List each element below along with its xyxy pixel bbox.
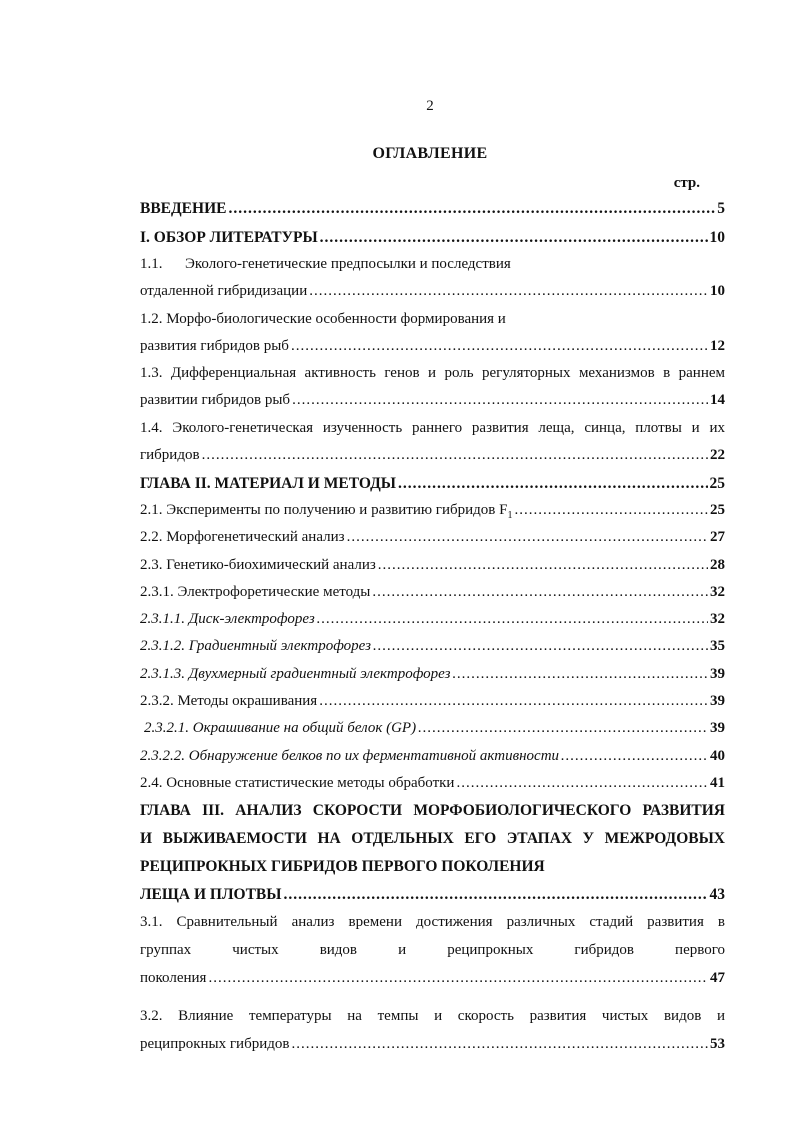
toc-entry-2-3-1-2[interactable]: [140, 638, 725, 655]
toc-entry-page: 32: [710, 584, 725, 600]
toc-entry-chapter-3-line3: РЕЦИПРОКНЫХ ГИБРИДОВ ПЕРВОГО ПОКОЛЕНИЯ: [140, 858, 545, 875]
toc-entry-1-1[interactable]: [140, 283, 725, 300]
toc-entry-title: реципрокных гибридов: [140, 1036, 290, 1052]
subscript: 1: [507, 510, 513, 521]
toc-entry-title: ГЛАВА II. МАТЕРИАЛ И МЕТОДЫ: [140, 475, 396, 492]
toc-entry-page: 12: [710, 338, 725, 354]
toc-entry-1-4[interactable]: [140, 447, 725, 464]
toc-entry-title: 2.3.1.1. Диск-электрофорез: [140, 611, 315, 627]
toc-entry-2-1[interactable]: [140, 502, 725, 524]
dot-leader: [418, 720, 708, 737]
dot-leader: [292, 392, 708, 409]
dot-leader: [228, 200, 715, 217]
toc-entry-page: 39: [710, 693, 725, 709]
page-column-label: стр.: [673, 175, 700, 191]
toc-entry-2-3-1[interactable]: [140, 584, 725, 601]
toc-entry-title: ЛЕЩА И ПЛОТВЫ: [140, 886, 282, 903]
toc-entry-2-3[interactable]: [140, 557, 725, 574]
toc-entry-1-2[interactable]: [140, 338, 725, 355]
dot-leader: [202, 447, 708, 464]
toc-entry-title: отдаленной гибридизации: [140, 283, 308, 299]
dot-leader: [309, 283, 708, 300]
toc-entry-page: 39: [710, 666, 725, 682]
toc-entry-2-4[interactable]: [140, 775, 725, 792]
toc-entry-title-text: 2.1. Эксперименты по получению и развитию гибридов F: [140, 502, 508, 518]
toc-entry-page: 39: [710, 720, 725, 736]
toc-entry-title: 2.3.2. Методы окрашивания: [140, 693, 318, 709]
toc-entry-page: 27: [710, 529, 725, 545]
toc-entry-title: 2.3.1.2. Градиентный электрофорез: [140, 638, 371, 654]
document-title: ОГЛАВЛЕНИЕ: [372, 145, 488, 162]
dot-leader: [317, 611, 708, 628]
dot-leader: [320, 229, 708, 246]
toc-entry-1-1-line1: 1.1. Эколого-генетические предпосылки и последствия: [140, 256, 511, 272]
toc-entry-chapter-2[interactable]: [140, 475, 725, 492]
toc-entry-chapter-3[interactable]: [140, 886, 725, 903]
dot-leader: [208, 970, 708, 987]
toc-entry-page: 25: [710, 502, 725, 518]
toc-entry-3-2-line1: 3.2. Влияние температуры на темпы и скорость развития чистых видов и: [140, 1008, 725, 1024]
toc-entry-page: 10: [710, 283, 725, 299]
toc-entry-title: 2.2. Морфогенетический анализ: [140, 529, 345, 545]
toc-entry-title: 2.3.1. Электрофоретические методы: [140, 584, 371, 600]
toc-entry-page: 22: [710, 447, 725, 463]
toc-entry-3-1-line1: 3.1. Сравнительный анализ времени достижения различных стадий развития в: [140, 914, 725, 930]
toc-entry-3-1-line2: группах чистых видов и реципрокных гибридов первого: [140, 942, 725, 958]
toc-entry-page: 32: [710, 611, 725, 627]
toc-entry-2-3-1-3[interactable]: [140, 666, 725, 683]
toc-entry-2-3-2[interactable]: [140, 693, 725, 710]
dot-leader: [398, 475, 708, 492]
toc-entry-page: 14: [710, 392, 725, 408]
toc-entry-1-3-line1: 1.3. Дифференциальная активность генов и роль регуляторных механизмов в раннем: [140, 365, 725, 381]
toc-entry-3-2[interactable]: [140, 1036, 725, 1053]
toc-entry-2-3-2-2[interactable]: [140, 748, 725, 765]
toc-entry-title: 2.3.1.3. Двухмерный градиентный электрофорез: [140, 666, 451, 682]
dot-leader: [373, 638, 708, 655]
toc-entry-chapter-3-line1: ГЛАВА III. АНАЛИЗ СКОРОСТИ МОРФОБИОЛОГИЧЕСКОГО РАЗВИТИЯ: [140, 802, 725, 819]
toc-entry-page: 40: [710, 748, 725, 764]
toc-entry-page: 28: [710, 557, 725, 573]
dot-leader: [452, 666, 708, 683]
toc-entry-3-1[interactable]: [140, 970, 725, 987]
toc-entry-title: развитии гибридов рыб: [140, 392, 291, 408]
toc-entry-chapter-3-line2: И ВЫЖИВАЕМОСТИ НА ОТДЕЛЬНЫХ ЕГО ЭТАПАХ У МЕЖРОДОВЫХ: [140, 830, 725, 847]
toc-entry-2-3-2-1[interactable]: [140, 720, 725, 737]
dot-leader: [319, 693, 708, 710]
toc-entry-page: 10: [709, 229, 725, 246]
toc-entry-title: 2.3. Генетико-биохимический анализ: [140, 557, 376, 573]
dot-leader: [372, 584, 708, 601]
toc-entry-title: развития гибридов рыб: [140, 338, 289, 354]
toc-entry-chapter-1[interactable]: [140, 229, 725, 246]
toc-entry-title: гибридов: [140, 447, 200, 463]
toc-entry-title: 2.4. Основные статистические методы обработки: [140, 775, 455, 791]
toc-entry-title: поколения: [140, 970, 207, 986]
dot-leader: [291, 338, 708, 355]
toc-entry-page: 53: [710, 1036, 725, 1052]
toc-entry-page: 43: [709, 886, 725, 903]
toc-entry-title: ВВЕДЕНИЕ: [140, 200, 227, 217]
dot-leader: [378, 557, 708, 574]
toc-entry-page: 41: [710, 775, 725, 791]
dot-leader: [291, 1036, 708, 1053]
toc-entry-introduction[interactable]: [140, 200, 725, 217]
toc-entry-title: 2.3.2.1. Окрашивание на общий белок (GP): [144, 720, 417, 736]
dot-leader: [561, 748, 708, 765]
toc-entry-2-2[interactable]: [140, 529, 725, 546]
page-number: 2: [426, 98, 434, 114]
toc-entry-1-4-line1: 1.4. Эколого-генетическая изученность раннего развития леща, синца, плотвы и их: [140, 420, 725, 436]
toc-entry-title: 2.3.2.2. Обнаружение белков по их ферментативной активности: [140, 748, 560, 764]
toc-entry-1-3[interactable]: [140, 392, 725, 409]
dot-leader: [514, 502, 708, 519]
dot-leader: [456, 775, 708, 792]
toc-entry-title: [140, 502, 512, 524]
toc-entry-page: 47: [710, 970, 725, 986]
toc-entry-title: I. ОБЗОР ЛИТЕРАТУРЫ: [140, 229, 318, 246]
toc-entry-page: 35: [710, 638, 725, 654]
dot-leader: [283, 886, 707, 903]
dot-leader: [347, 529, 708, 546]
toc-entry-page: 25: [709, 475, 725, 492]
toc-entry-1-2-line1: 1.2. Морфо-биологические особенности формирования и: [140, 311, 506, 327]
toc-entry-2-3-1-1[interactable]: [140, 611, 725, 628]
toc-entry-page: 5: [717, 200, 725, 217]
